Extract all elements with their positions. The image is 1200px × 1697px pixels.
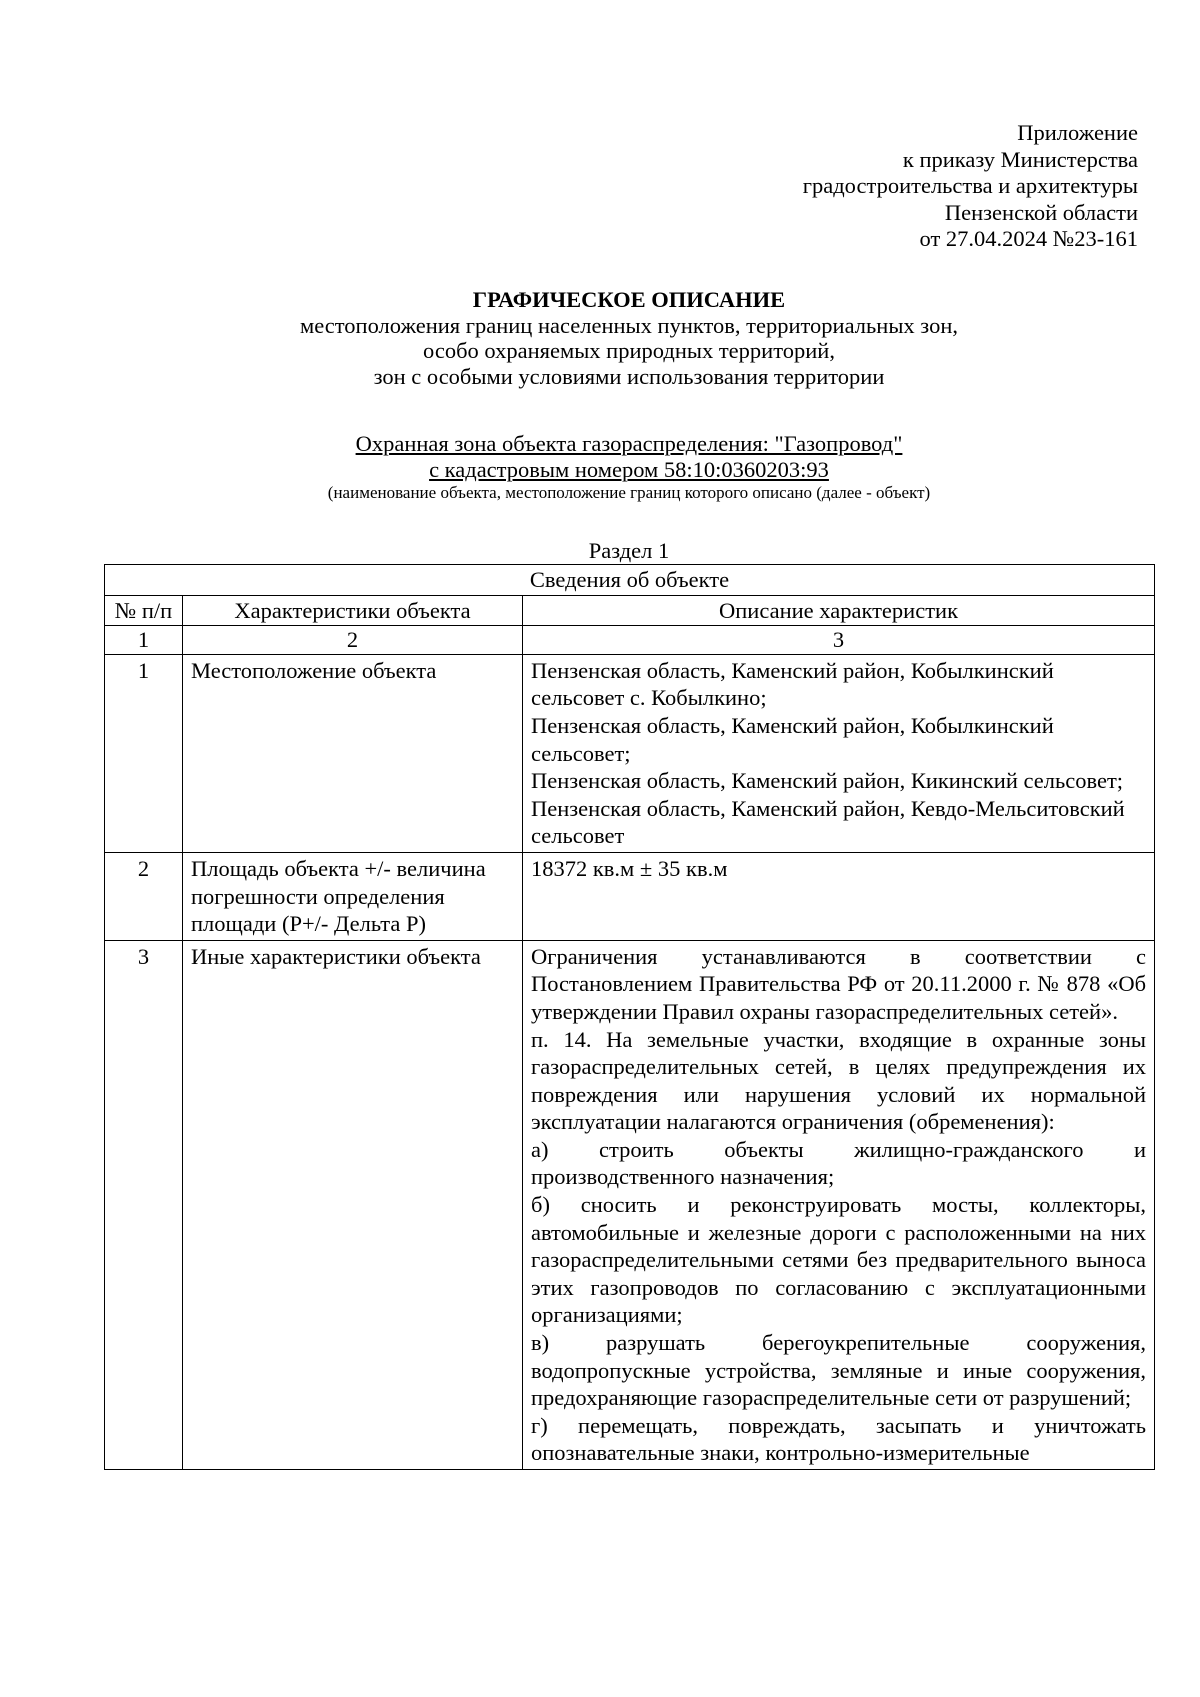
appendix-line: Пензенской области: [944, 199, 1138, 225]
title-subline: особо охраняемых природных территорий,: [423, 338, 835, 363]
table-title: Сведения об объекте: [105, 565, 1155, 596]
object-name-note: (наименование объекта, местоположение границ которого описано (далее - объект): [327, 483, 931, 502]
description-paragraph: в) разрушать берегоукрепительные сооружения, водопропускные устройства, земляные и иные сооружения, предохраняющие газораспределительные сети от разрушений;: [531, 1330, 1147, 1411]
document-title: ГРАФИЧЕСКОЕ ОПИСАНИЕ: [472, 287, 786, 312]
row-description: [523, 852, 1155, 940]
column-header: № п/п: [105, 595, 183, 626]
column-number: 3: [523, 626, 1155, 655]
appendix-line: Приложение: [1017, 120, 1138, 145]
row-number: 1: [105, 654, 183, 852]
column-number-row: [105, 626, 1155, 655]
column-header: Описание характеристик: [523, 595, 1155, 626]
appendix-line: к приказу Министерства: [902, 146, 1138, 172]
object-cadastral-line: с кадастровым номером 58:10:0360203:93: [429, 456, 829, 482]
column-number: 2: [183, 626, 523, 655]
title-subline: зон с особыми условиями использования территории: [373, 363, 885, 389]
row-number: 3: [105, 940, 183, 1469]
row-description: [523, 654, 1155, 852]
row-characteristic: Площадь объекта +/- величина погрешности определения площади (P+/- Дельта P): [183, 852, 523, 940]
table-title-row: [105, 565, 1155, 596]
object-name-block: [104, 431, 1154, 504]
table-row: [105, 940, 1155, 1469]
description-line: 18372 кв.м ± 35 кв.м: [531, 855, 728, 881]
description-line: Пензенская область, Каменский район, Кобылкинский сельсовет;: [531, 712, 1054, 766]
appendix-line: градостроительства и архитектуры: [802, 173, 1138, 198]
title-subline: местоположения границ населенных пунктов, территориальных зон,: [300, 312, 958, 338]
table-header-row: [105, 595, 1155, 626]
description-paragraph: б) сносить и реконструировать мосты, коллекторы, автомобильные и железные дороги с расположенными на них газораспределительными сетями без предварительного выноса этих газопроводов по согласованию с эксплуатационными организациями;: [531, 1192, 1147, 1328]
section-label: Раздел 1: [588, 538, 670, 563]
row-number: 2: [105, 852, 183, 940]
row-characteristic: Местоположение объекта: [183, 654, 523, 852]
description-paragraph: г) перемещать, повреждать, засыпать и уничтожать опознавательные знаки, контрольно-измерительные: [531, 1412, 1147, 1466]
object-name-line: Охранная зона объекта газораспределения: "Газопровод": [355, 431, 903, 456]
appendix-date-line: от 27.04.2024 №23-161: [919, 226, 1138, 251]
description-line: Пензенская область, Каменский район, Кикинский сельсовет;: [531, 768, 1124, 794]
table-row: [105, 654, 1155, 852]
appendix-block: [618, 120, 1138, 253]
description-line: Пензенская область, Каменский район, Кобылкинский сельсовет с. Кобылкино;: [531, 657, 1054, 711]
row-description: [523, 940, 1155, 1469]
object-info-table: [104, 564, 1155, 1470]
description-paragraph: Ограничения устанавливаются в соответствии с Постановлением Правительства РФ от 20.11.2000 г. № 878 «Об утверждении Правил охраны газораспределительных сетей».: [531, 943, 1147, 1024]
row-characteristic: Иные характеристики объекта: [183, 940, 523, 1469]
column-header: Характеристики объекта: [183, 595, 523, 626]
description-line: Пензенская область, Каменский район, Кевдо-Мельситовский сельсовет: [531, 795, 1125, 849]
table-row: [105, 852, 1155, 940]
description-paragraph: п. 14. На земельные участки, входящие в охранные зоны газораспределительных сетей, в целях предупреждения их повреждения или нарушения условий их нормальной эксплуатации налагаются ограничения (обременения):: [531, 1026, 1147, 1135]
description-paragraph: а) строить объекты жилищно-гражданского и производственного назначения;: [531, 1136, 1147, 1190]
column-number: 1: [105, 626, 183, 655]
document-title-block: [104, 287, 1154, 389]
